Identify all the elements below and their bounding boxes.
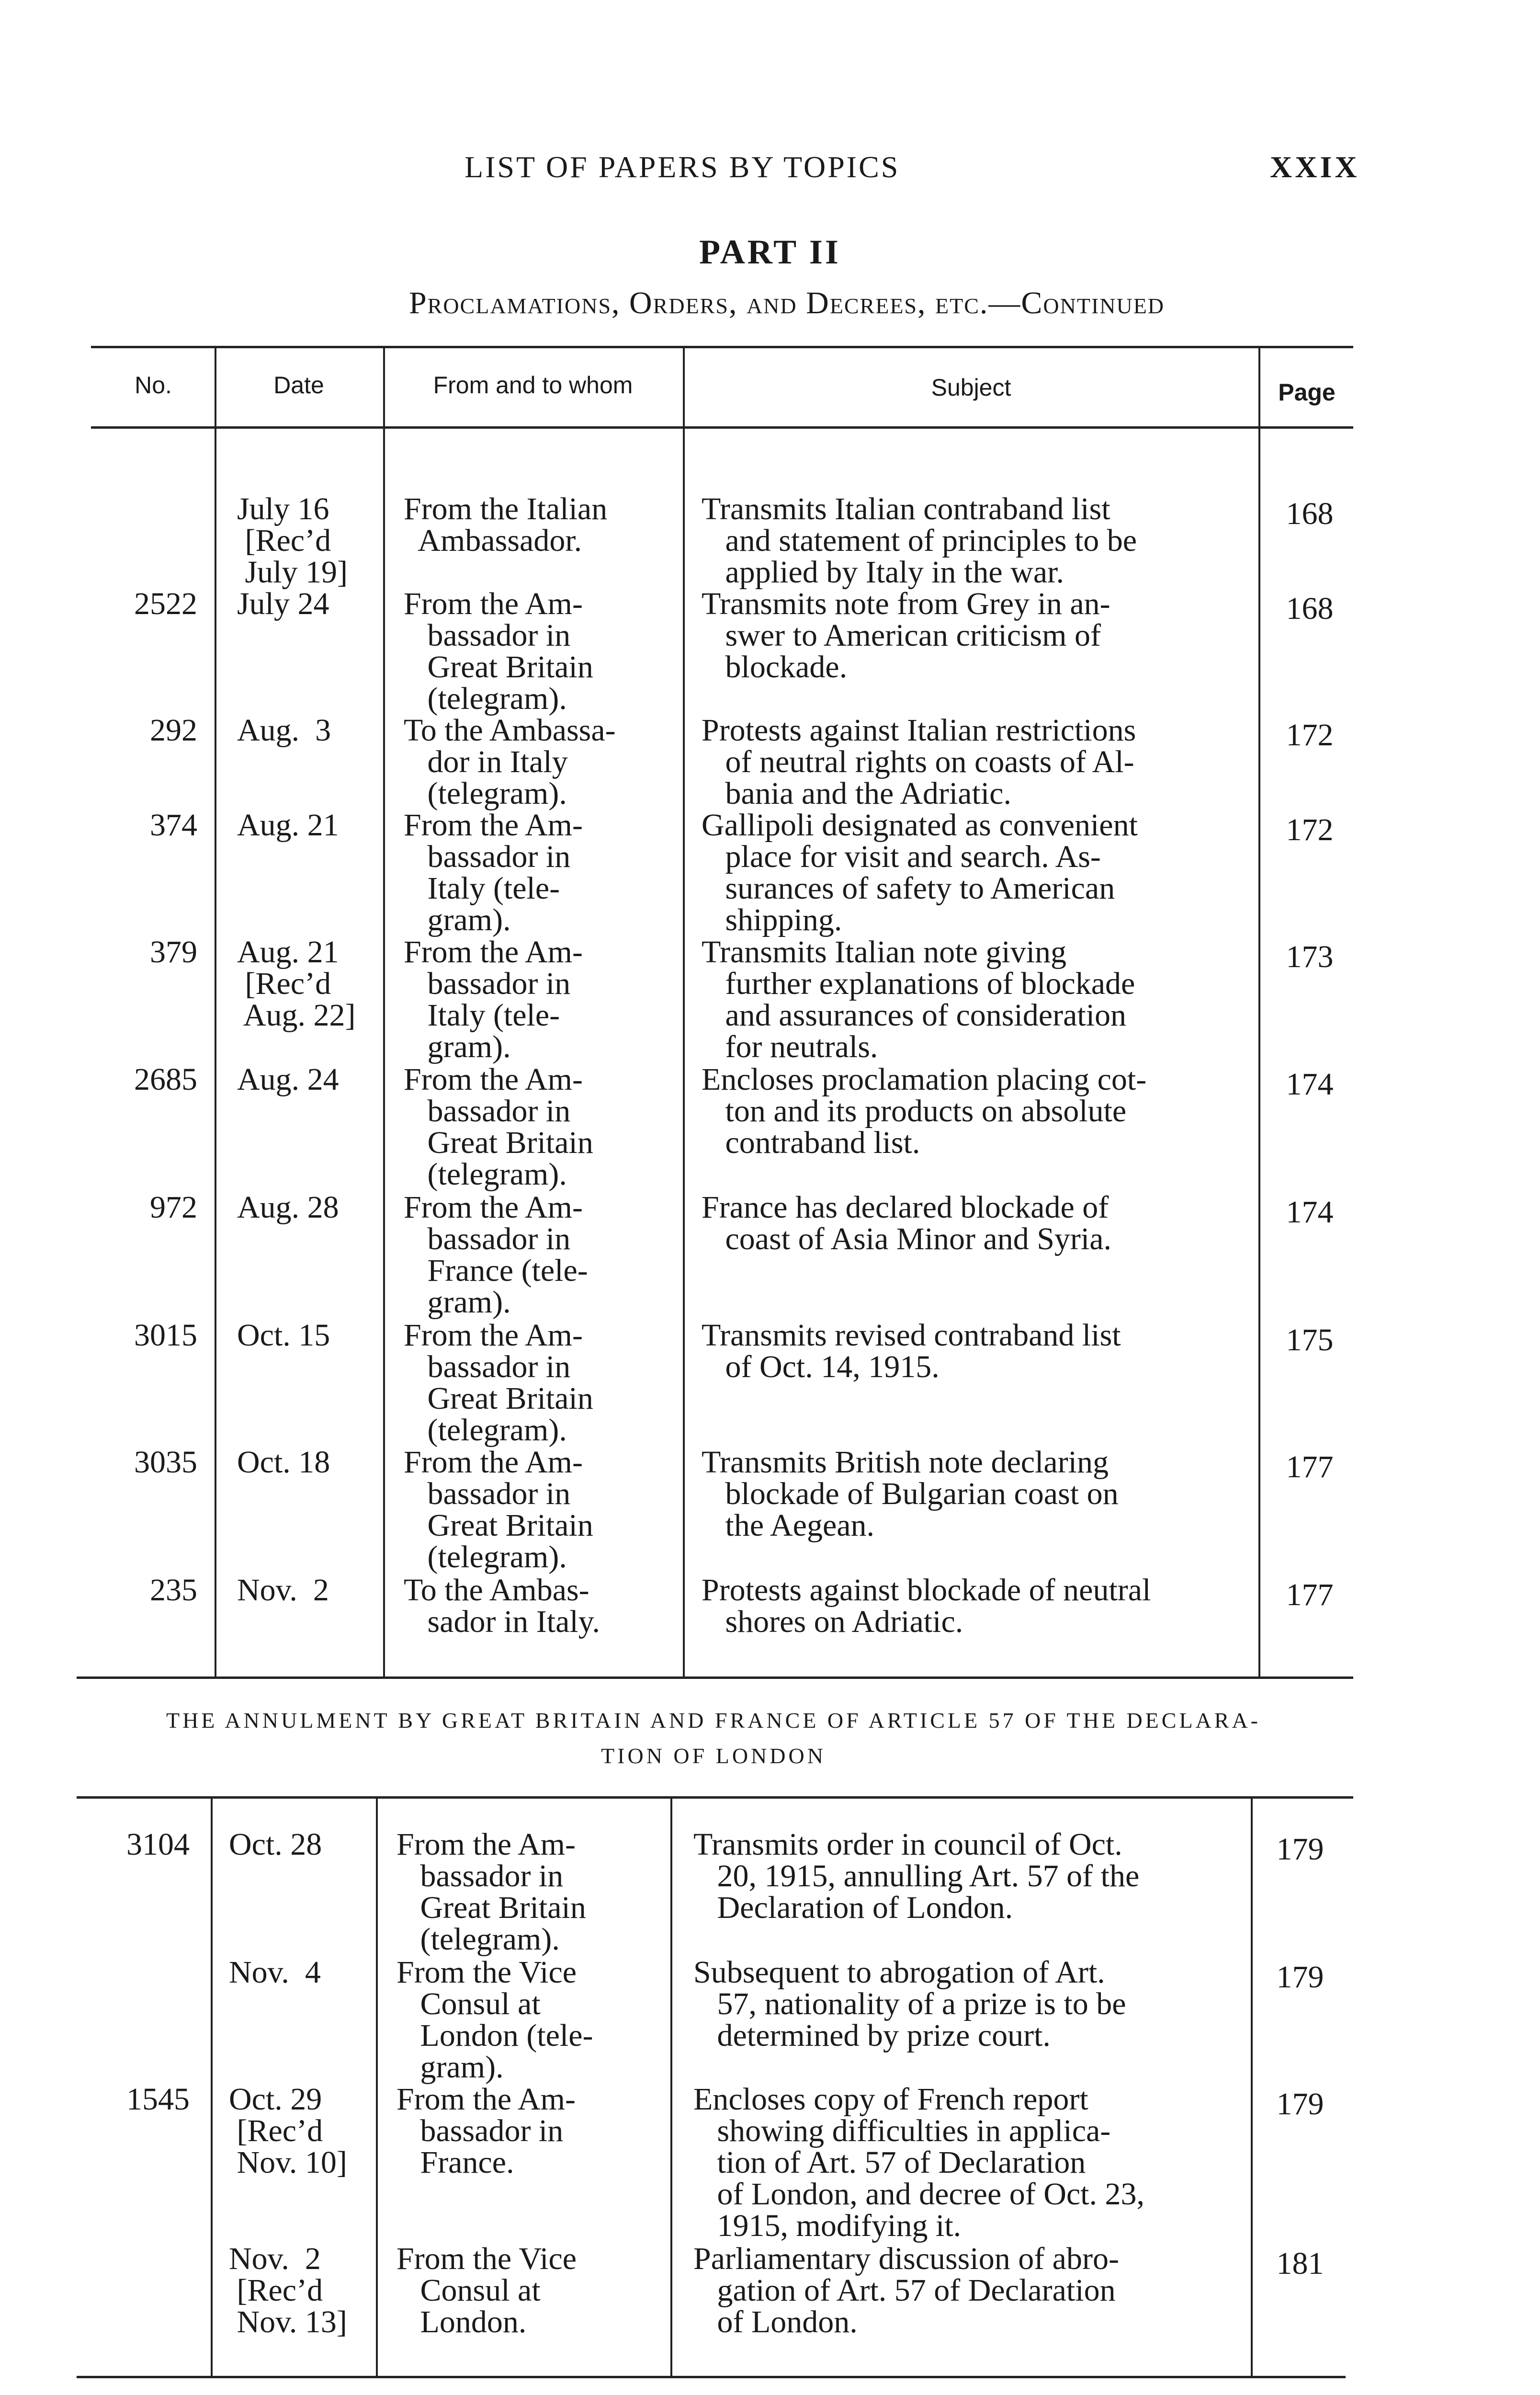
- row-subject: Transmits revised contraband list of Oct. 14, 1915.: [702, 1318, 1121, 1384]
- row-page: 175: [1286, 1323, 1334, 1357]
- row-no: 2685: [134, 1062, 197, 1097]
- table2-col-divider-4: [1251, 1797, 1253, 2376]
- row-no: 374: [150, 808, 197, 843]
- header-from-to: From and to whom: [433, 372, 633, 399]
- row-page: 179: [1276, 2087, 1324, 2121]
- header-no: No.: [135, 372, 172, 399]
- row-date: Nov. 2 [Rec’d Nov. 13]: [229, 2241, 347, 2339]
- row-no: 3035: [134, 1445, 197, 1480]
- row-date: Aug. 3: [237, 713, 331, 748]
- row-date: Nov. 2: [237, 1573, 329, 1608]
- running-head-page-number: XXIX: [1270, 150, 1360, 184]
- section2-heading-text: THE ANNULMENT BY GREAT BRITAIN AND FRANCE OF ARTICLE 57 OF THE DECLARA- TION OF LONDON: [166, 1708, 1261, 1768]
- row-subject: Transmits order in council of Oct. 20, 1915, annulling Art. 57 of the Declaration of London.: [693, 1827, 1140, 1925]
- row-subject: Subsequent to abrogation of Art. 57, nationality of a prize is to be determined by prize court.: [693, 1955, 1126, 2053]
- row-date: Aug. 24: [237, 1062, 339, 1097]
- row-subject: Transmits Italian contraband list and statement of principles to be applied by Italy in the war.: [702, 491, 1137, 590]
- row-subject: Transmits Italian note giving further explanations of blockade and assurances of consideration for neutrals.: [702, 935, 1135, 1064]
- row-subject: Encloses proclamation placing cot- ton and its products on absolute contraband list.: [702, 1062, 1147, 1160]
- row-from: From the Am- bassador in Great Britain (telegram).: [404, 1445, 593, 1574]
- row-from: From the Am- bassador in Italy (tele- gram).: [404, 935, 583, 1064]
- table2-bottom-rule: [77, 2376, 1346, 2378]
- row-page: 179: [1276, 1960, 1324, 1995]
- header-subject: Subject: [931, 374, 1011, 401]
- row-page: 172: [1286, 718, 1334, 753]
- row-subject: Parliamentary discussion of abro- gation of Art. 57 of Declaration of London.: [693, 2241, 1119, 2339]
- row-no: 1545: [126, 2082, 190, 2117]
- row-page: 177: [1286, 1449, 1334, 1484]
- row-subject: Encloses copy of French report showing difficulties in applica- tion of Art. 57 of Declaration of London, and decree of Oct. 23, 1915, modifying it.: [693, 2082, 1145, 2243]
- header-date: Date: [273, 372, 324, 399]
- row-no: 292: [150, 713, 197, 748]
- row-subject: Transmits British note declaring blockade of Bulgarian coast on the Aegean.: [702, 1445, 1119, 1543]
- row-subject: Protests against blockade of neutral shores on Adriatic.: [702, 1573, 1151, 1639]
- row-date: Aug. 21: [237, 808, 339, 843]
- table1-bottom-rule: [77, 1676, 1353, 1679]
- row-date: Aug. 28: [237, 1190, 339, 1225]
- row-no: 235: [150, 1573, 197, 1608]
- row-page: 181: [1276, 2246, 1324, 2281]
- table1-col-divider-3: [683, 347, 685, 1676]
- table2-top-rule: [77, 1796, 1353, 1799]
- table1-col-divider-4: [1258, 347, 1260, 1676]
- row-page: 168: [1286, 496, 1334, 531]
- table1-top-rule: [91, 346, 1353, 348]
- row-page: 168: [1286, 591, 1334, 626]
- row-no: 379: [150, 935, 197, 969]
- row-page: 179: [1276, 1832, 1324, 1867]
- row-from: From the Am- bassador in France.: [396, 2082, 576, 2180]
- section-heading: Proclamations, Orders, and Decrees, etc.—Continued: [408, 285, 1165, 320]
- row-date: Oct. 18: [237, 1445, 330, 1480]
- table1-col-divider-1: [215, 347, 216, 1676]
- row-from: From the Am- bassador in Great Britain (telegram).: [404, 586, 593, 716]
- row-subject: Transmits note from Grey in an- swer to American criticism of blockade.: [702, 586, 1110, 684]
- row-from: From the Am- bassador in Great Britain (telegram).: [404, 1318, 593, 1448]
- row-subject: Protests against Italian restrictions of neutral rights on coasts of Al- bania and the Adriatic.: [702, 713, 1136, 811]
- row-page: 177: [1286, 1577, 1334, 1612]
- row-date: Aug. 21 [Rec’d Aug. 22]: [237, 935, 356, 1033]
- row-page: 174: [1286, 1195, 1334, 1230]
- table1-header-rule: [91, 426, 1353, 429]
- row-no: 972: [150, 1190, 197, 1225]
- table2-col-divider-3: [670, 1797, 672, 2376]
- row-subject: Gallipoli designated as convenient place for visit and search. As- surances of safety to American shipping.: [702, 808, 1138, 937]
- table2-col-divider-1: [211, 1797, 213, 2376]
- row-date: July 24: [237, 586, 329, 621]
- row-date: Oct. 29 [Rec’d Nov. 10]: [229, 2082, 347, 2180]
- row-no: 2522: [134, 586, 197, 621]
- row-page: 173: [1286, 939, 1334, 974]
- header-page: Page: [1278, 379, 1336, 406]
- row-from: From the Am- bassador in Great Britain (telegram).: [404, 1062, 593, 1192]
- row-subject: France has declared blockade of coast of Asia Minor and Syria.: [702, 1190, 1112, 1256]
- row-page: 172: [1286, 812, 1334, 847]
- row-date: Oct. 15: [237, 1318, 330, 1353]
- row-from: From the Am- bassador in France (tele- gram).: [404, 1190, 588, 1320]
- row-date: July 16 [Rec’d July 19]: [237, 491, 348, 590]
- table2-col-divider-2: [376, 1797, 378, 2376]
- part-heading: PART II: [699, 233, 841, 271]
- section2-heading: [77, 1703, 1350, 1774]
- row-from: From the Vice Consul at London (tele- gram).: [396, 1955, 593, 2085]
- running-head-title: LIST OF PAPERS BY TOPICS: [464, 150, 900, 184]
- row-no: 3015: [134, 1318, 197, 1353]
- row-no: 3104: [126, 1827, 190, 1862]
- row-page: 174: [1286, 1067, 1334, 1102]
- row-date: Oct. 28: [229, 1827, 322, 1862]
- row-from: From the Vice Consul at London.: [396, 2241, 577, 2339]
- row-from: From the Am- bassador in Italy (tele- gram).: [404, 808, 583, 937]
- row-from: From the Am- bassador in Great Britain (telegram).: [396, 1827, 586, 1957]
- row-from: To the Ambassa- dor in Italy (telegram).: [404, 713, 616, 811]
- row-from: From the Italian Ambassador.: [404, 491, 608, 558]
- row-from: To the Ambas- sador in Italy.: [404, 1573, 600, 1639]
- table1-col-divider-2: [383, 347, 385, 1676]
- row-date: Nov. 4: [229, 1955, 321, 1990]
